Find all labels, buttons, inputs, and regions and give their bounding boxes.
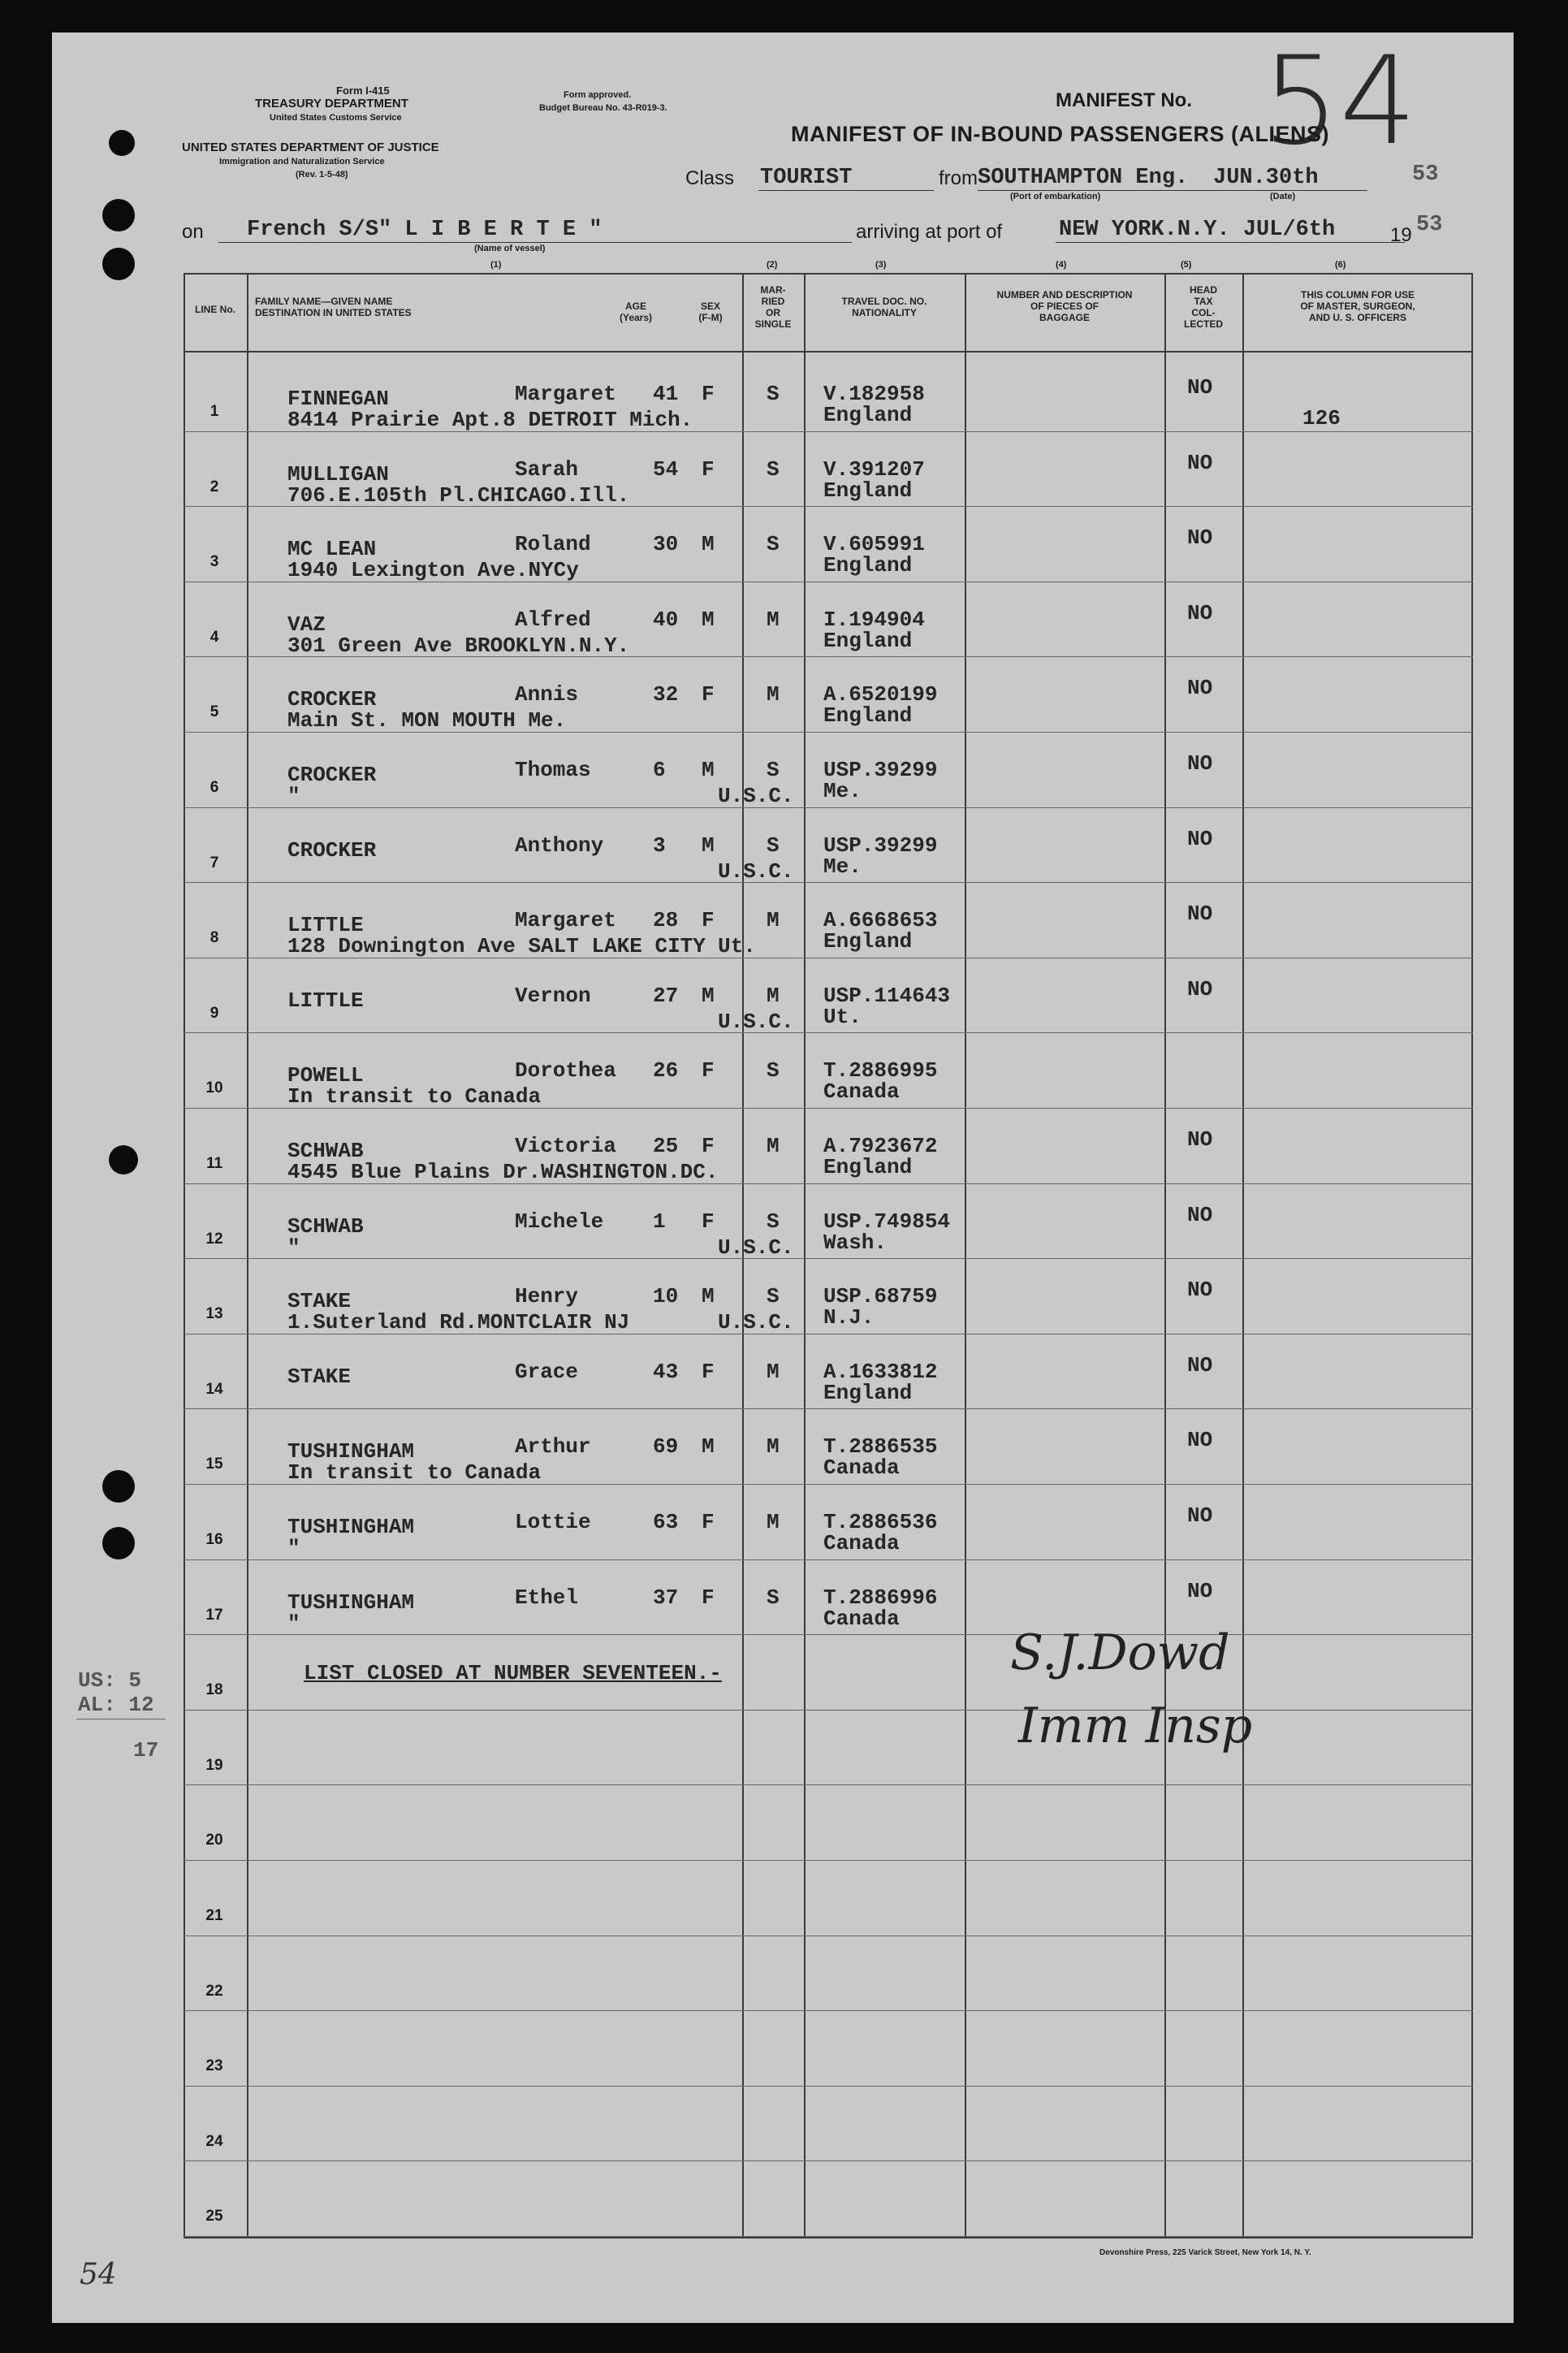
date-value: JUN.30th [1213, 166, 1319, 190]
family-name: SCHWAB [287, 1213, 364, 1239]
line-number: 4 [209, 628, 219, 646]
given-name: Thomas [515, 758, 591, 782]
travel-doc-no: T.2886535 [823, 1434, 938, 1460]
travel-doc-no: T.2886996 [823, 1585, 938, 1610]
arriving-underline [1056, 242, 1405, 243]
row-separator [184, 1710, 1473, 1711]
line-number: 24 [205, 2132, 223, 2150]
form-number: Form I-415 [336, 84, 390, 97]
family-name: TUSHINGHAM [287, 1590, 415, 1615]
vessel-underline [218, 242, 852, 243]
marital-status: S [767, 833, 780, 858]
line-number: 8 [209, 929, 219, 947]
given-name: Vernon [515, 983, 591, 1008]
col-header-name: FAMILY NAME—GIVEN NAME DESTINATION IN UNITED STATES [255, 296, 412, 318]
inspector-signature-title: Imm Insp [1018, 1698, 1253, 1754]
citizenship-note: U.S.C. [718, 1310, 794, 1335]
given-name: Lottie [515, 1510, 591, 1534]
line-number: 19 [205, 1756, 223, 1774]
line-number: 17 [205, 1606, 223, 1624]
travel-doc-no: USP.68759 [823, 1284, 938, 1309]
family-name: MULLIGAN [287, 461, 389, 487]
sex: F [702, 682, 715, 707]
age: 43 [653, 1359, 679, 1384]
row-separator [184, 1258, 1473, 1259]
age: 37 [653, 1585, 679, 1610]
col-number-4: (4) [1056, 260, 1067, 270]
col-divider [1242, 273, 1244, 2238]
line-number: 5 [209, 703, 219, 721]
nationality: England [823, 553, 913, 578]
arriving-value: NEW YORK.N.Y. JUL/6th [1059, 218, 1336, 242]
from-value: SOUTHAMPTON Eng. [978, 166, 1189, 190]
age: 41 [653, 382, 679, 406]
nationality: Ut. [823, 1004, 862, 1029]
marital-status: M [767, 607, 780, 632]
family-name: STAKE [287, 1364, 352, 1389]
sex: M [702, 1284, 715, 1309]
col-header-travel-doc: TRAVEL DOC. NO. NATIONALITY [841, 296, 927, 318]
margin-note-bottom: 54 [80, 2258, 117, 2291]
marital-status: S [767, 1284, 780, 1309]
rev-label: (Rev. 1-5-48) [296, 170, 348, 180]
age: 3 [653, 833, 666, 858]
travel-doc-no: T.2886536 [823, 1510, 938, 1534]
given-name: Michele [515, 1209, 604, 1234]
line-number: 18 [205, 1681, 223, 1699]
sex: F [702, 456, 715, 482]
row-separator [184, 1032, 1473, 1033]
nationality: England [823, 929, 913, 954]
marital-status: S [767, 1585, 780, 1610]
nationality: England [823, 628, 913, 653]
head-tax: NO [1187, 751, 1213, 776]
class-underline [758, 190, 934, 191]
customs-label: United States Customs Service [270, 113, 402, 123]
sex: F [702, 1058, 715, 1084]
citizenship-note: U.S.C. [718, 784, 794, 808]
age: 28 [653, 908, 679, 933]
given-name: Anthony [515, 833, 604, 858]
row-separator [184, 1784, 1473, 1785]
citizenship-note: Ut. [718, 934, 756, 959]
line-number: 21 [205, 1907, 223, 1924]
col-number-3: (3) [875, 260, 887, 270]
marital-status: M [767, 983, 780, 1008]
col-header-baggage: NUMBER AND DESCRIPTION OF PIECES OF BAGGAGE [996, 289, 1133, 323]
col-number-2: (2) [767, 260, 778, 270]
margin-note-al: AL: 12 [78, 1693, 154, 1717]
sex: M [702, 758, 715, 782]
given-name: Dorothea [515, 1058, 616, 1084]
line-number: 7 [209, 854, 219, 872]
citizenship-note: U.S.C. [718, 1009, 794, 1034]
sex: M [702, 532, 715, 557]
marital-status: S [767, 532, 780, 557]
year-suffix-1: 53 [1412, 162, 1439, 187]
given-name: Margaret [515, 382, 616, 406]
sex: F [702, 1359, 715, 1384]
line-number: 9 [209, 1004, 219, 1022]
marital-status: S [767, 456, 780, 482]
sex: F [702, 382, 715, 406]
vessel-value: French S/S" L I B E R T E " [247, 218, 603, 242]
marital-status: S [767, 758, 780, 782]
given-name: Margaret [515, 908, 616, 933]
marital-status: M [767, 682, 780, 707]
family-name: TUSHINGHAM [287, 1439, 415, 1464]
head-tax: NO [1187, 1428, 1213, 1453]
line-number: 15 [205, 1455, 223, 1473]
row-separator [184, 1860, 1473, 1861]
sex: M [702, 833, 715, 858]
destination: 8414 Prairie Apt.8 DETROIT Mich. [287, 408, 693, 432]
family-name: POWELL [287, 1063, 364, 1088]
citizenship-note: U.S.C. [718, 859, 794, 884]
row-separator [184, 807, 1473, 808]
punch-hole [102, 248, 135, 280]
row-separator [184, 2010, 1473, 2011]
line-number: 11 [205, 1155, 223, 1172]
given-name: Grace [515, 1359, 579, 1384]
travel-doc-no: A.6520199 [823, 682, 938, 707]
col-number-5: (5) [1181, 260, 1192, 270]
port-embark-caption: (Port of embarkation) [1010, 192, 1101, 201]
travel-doc-no: USP.749854 [823, 1209, 951, 1234]
from-underline [978, 190, 1367, 191]
on-label: on [182, 221, 204, 243]
row-separator [184, 882, 1473, 883]
given-name: Roland [515, 532, 591, 557]
sex: F [702, 1585, 715, 1610]
justice-label: UNITED STATES DEPARTMENT OF JUSTICE [182, 141, 439, 154]
punch-hole [102, 1470, 135, 1503]
family-name: VAZ [287, 612, 326, 637]
nationality: Canada [823, 1606, 900, 1631]
family-name: STAKE [287, 1289, 352, 1314]
line-number: 25 [205, 2208, 223, 2225]
age: 27 [653, 983, 679, 1008]
destination: Main St. MON MOUTH Me. [287, 708, 567, 733]
given-name: Annis [515, 682, 579, 707]
nationality: England [823, 403, 913, 427]
head-tax: NO [1187, 902, 1213, 927]
manifest-sheet [52, 32, 1514, 2323]
punch-hole [102, 1527, 135, 1559]
line-number: 10 [205, 1079, 223, 1097]
row-separator [184, 2236, 1473, 2237]
travel-doc-no: USP.114643 [823, 983, 951, 1008]
head-tax: NO [1187, 1503, 1213, 1528]
travel-doc-no: USP.39299 [823, 833, 938, 858]
travel-doc-no: V.182958 [823, 382, 925, 406]
line-number: 13 [205, 1305, 223, 1323]
family-name: TUSHINGHAM [287, 1515, 415, 1539]
head-tax: NO [1187, 1278, 1213, 1303]
destination: 1940 Lexington Ave.NYCy [287, 558, 579, 583]
family-name: CROCKER [287, 687, 377, 712]
ins-label: Immigration and Naturalization Service [219, 157, 385, 167]
sex: F [702, 1510, 715, 1534]
travel-doc-no: USP.39299 [823, 758, 938, 782]
date-caption: (Date) [1270, 192, 1296, 201]
col-header-line-no: LINE No. [195, 304, 235, 315]
line-number: 2 [209, 478, 219, 495]
given-name: Henry [515, 1284, 579, 1309]
nationality: N.J. [823, 1305, 875, 1330]
row-separator [184, 1559, 1473, 1560]
header-separator [184, 351, 1473, 353]
marital-status: M [767, 1434, 780, 1460]
marital-status: M [767, 908, 780, 933]
col-divider [247, 273, 248, 2238]
nationality: Me. [823, 854, 862, 879]
col-divider [804, 273, 806, 2238]
class-value: TOURIST [760, 166, 853, 190]
col-divider [1164, 273, 1166, 2238]
head-tax: NO [1187, 600, 1213, 625]
line-number: 1 [209, 403, 219, 420]
family-name: MC LEAN [287, 537, 377, 562]
sex: F [702, 1209, 715, 1234]
destination: " [287, 784, 300, 808]
age: 1 [653, 1209, 666, 1234]
line-number: 14 [205, 1380, 223, 1398]
given-name: Victoria [515, 1134, 616, 1158]
list-closed-note: LIST CLOSED AT NUMBER SEVENTEEN.- [304, 1661, 722, 1685]
head-tax: NO [1187, 450, 1213, 475]
head-tax: NO [1187, 676, 1213, 701]
age: 63 [653, 1510, 679, 1534]
printer-credit: Devonshire Press, 225 Varick Street, New York 14, N. Y. [1099, 2248, 1311, 2257]
destination: 1.Suterland Rd.MONTCLAIR NJ [287, 1310, 630, 1335]
age: 32 [653, 682, 679, 707]
age: 40 [653, 607, 679, 632]
age: 25 [653, 1134, 679, 1158]
travel-doc-no: I.194904 [823, 607, 925, 632]
nationality: Canada [823, 1455, 900, 1481]
sex: M [702, 1434, 715, 1460]
col-number-1: (1) [490, 260, 502, 270]
destination: 301 Green Ave BROOKLYN.N.Y. [287, 633, 630, 658]
year-suffix-2: 53 [1416, 213, 1443, 237]
col-header-age: AGE (Years) [619, 301, 653, 323]
head-tax: NO [1187, 976, 1213, 1001]
marital-status: S [767, 382, 780, 406]
col-header-married: MAR- RIED OR SINGLE [754, 284, 792, 330]
marital-status: M [767, 1134, 780, 1158]
nationality: England [823, 1380, 913, 1405]
manifest-no-label: MANIFEST No. [1056, 89, 1192, 111]
head-tax: NO [1187, 1578, 1213, 1603]
given-name: Sarah [515, 456, 579, 482]
col-header-sex: SEX (F-M) [698, 301, 723, 323]
family-name: SCHWAB [287, 1139, 364, 1163]
family-name: CROCKER [287, 837, 377, 863]
line-number: 20 [205, 1832, 223, 1849]
budget-label: Budget Bureau No. 43-R019-3. [539, 103, 667, 113]
destination: " [287, 1235, 300, 1260]
marital-status: M [767, 1359, 780, 1384]
sex: F [702, 908, 715, 933]
inspector-signature-name: S.J.Dowd [1010, 1624, 1230, 1681]
travel-doc-no: A.6668653 [823, 908, 938, 933]
row-separator [184, 1634, 1473, 1635]
punch-hole [109, 130, 135, 156]
nationality: Canada [823, 1531, 900, 1555]
marital-status: S [767, 1058, 780, 1084]
sex: M [702, 983, 715, 1008]
family-name: LITTLE [287, 988, 364, 1013]
destination: 4545 Blue Plains Dr.WASHINGTON.DC. [287, 1160, 719, 1184]
age: 26 [653, 1058, 679, 1084]
sex: F [702, 1134, 715, 1158]
vessel-caption: (Name of vessel) [474, 244, 546, 253]
margin-note-total: 17 [133, 1738, 159, 1763]
nationality: England [823, 478, 913, 503]
manifest-number-stamp: 54 [1262, 31, 1417, 172]
page-title: MANIFEST OF IN-BOUND PASSENGERS (ALIENS) [791, 122, 1330, 146]
family-name: CROCKER [287, 763, 377, 787]
travel-doc-no: V.391207 [823, 456, 925, 482]
col-header-head-tax: HEAD TAX COL- LECTED [1184, 284, 1223, 330]
head-tax: NO [1187, 526, 1213, 551]
col-header-officers: THIS COLUMN FOR USE OF MASTER, SURGEON, AND U. S. OFFICERS [1300, 289, 1415, 323]
nationality: Canada [823, 1079, 900, 1105]
officer-note: 126 [1302, 406, 1341, 430]
col-divider [965, 273, 966, 2238]
nationality: England [823, 1155, 913, 1179]
family-name: FINNEGAN [287, 387, 389, 411]
punch-hole [102, 199, 135, 231]
class-label: Class [685, 167, 735, 189]
col-number-6: (6) [1335, 260, 1346, 270]
age: 69 [653, 1434, 679, 1460]
line-number: 6 [209, 779, 219, 796]
given-name: Alfred [515, 607, 591, 632]
marital-status: S [767, 1209, 780, 1234]
line-number: 16 [205, 1531, 223, 1548]
destination: " [287, 1536, 300, 1560]
head-tax: NO [1187, 826, 1213, 851]
row-separator [184, 1408, 1473, 1409]
family-name: LITTLE [287, 913, 364, 938]
travel-doc-no: T.2886995 [823, 1058, 938, 1084]
marital-status: M [767, 1510, 780, 1534]
nationality: Me. [823, 779, 862, 803]
nationality: Wash. [823, 1230, 888, 1255]
head-tax: NO [1187, 1127, 1213, 1152]
row-separator [184, 2086, 1473, 2087]
punch-hole [109, 1145, 138, 1174]
head-tax: NO [1187, 375, 1213, 400]
travel-doc-no: A.7923672 [823, 1134, 938, 1158]
destination: " [287, 1611, 300, 1636]
destination: 128 Downington Ave SALT LAKE CITY [287, 934, 706, 959]
age: 10 [653, 1284, 679, 1309]
sex: M [702, 607, 715, 632]
approved-label: Form approved. [564, 90, 632, 100]
given-name: Arthur [515, 1434, 591, 1460]
given-name: Ethel [515, 1585, 579, 1610]
citizenship-note: U.S.C. [718, 1235, 794, 1260]
travel-doc-no: V.605991 [823, 532, 925, 557]
nationality: England [823, 703, 913, 729]
travel-doc-no: A.1633812 [823, 1359, 938, 1384]
age: 6 [653, 758, 666, 782]
line-number: 12 [205, 1230, 223, 1248]
year-prefix: 19 [1390, 224, 1412, 246]
line-number: 3 [209, 553, 219, 571]
arriving-label: arriving at port of [856, 221, 1003, 243]
destination: 706.E.105th Pl.CHICAGO.Ill. [287, 482, 630, 508]
treasury-label: TREASURY DEPARTMENT [255, 97, 408, 110]
margin-note-us: US: 5 [78, 1668, 142, 1693]
age: 30 [653, 532, 679, 557]
from-label: from [939, 167, 978, 189]
head-tax: NO [1187, 1352, 1213, 1378]
destination: In transit to Canada [287, 1460, 542, 1486]
line-number: 22 [205, 1982, 223, 2000]
destination: In transit to Canada [287, 1084, 542, 1109]
line-number: 23 [205, 2057, 223, 2075]
head-tax: NO [1187, 1202, 1213, 1227]
age: 54 [653, 456, 679, 482]
